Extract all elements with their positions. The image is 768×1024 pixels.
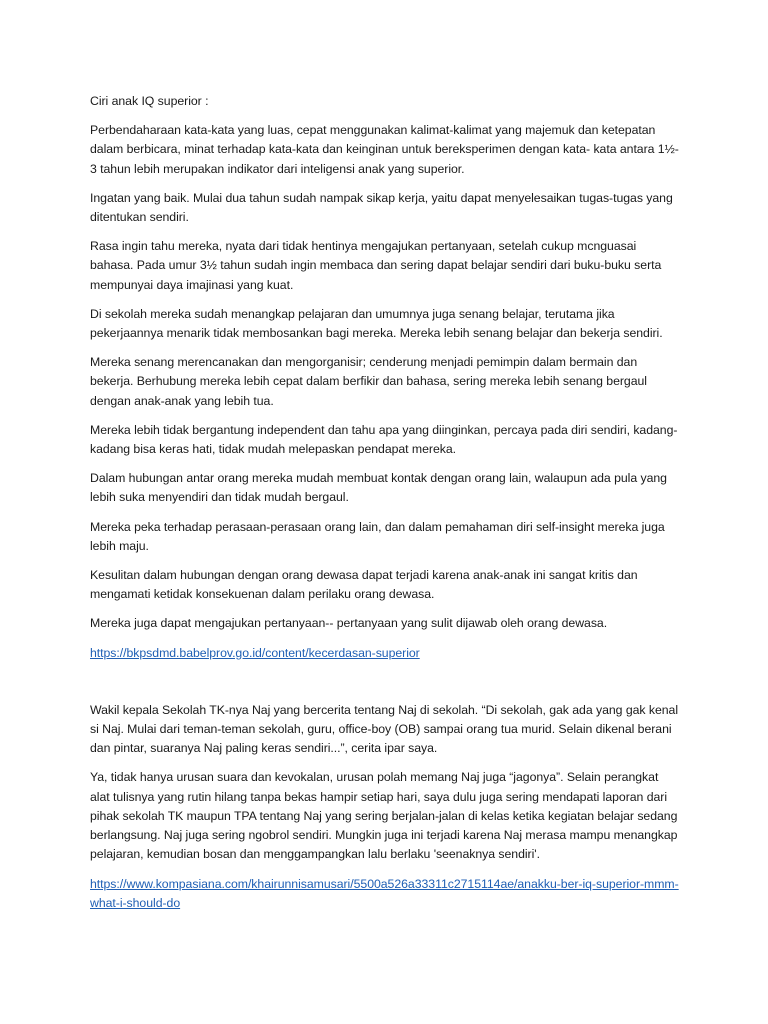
source-link-container-2 [90, 875, 680, 913]
source-link-babelprov[interactable]: https://bkpsdmd.babelprov.go.id/content/kecerdasan-superior [90, 645, 420, 660]
source-link-kompasiana[interactable]: https://www.kompasiana.com/khairunnisamusari/5500a526a33311c2715114ae/anakku-ber-iq-superior-mmm-what-i-should-do [90, 876, 679, 910]
paragraph-adult-relations: Kesulitan dalam hubungan dengan orang dewasa dapat terjadi karena anak-anak ini sangat kritis dan mengamati ketidak konsekuenan dalam perilaku orang dewasa. [90, 568, 638, 602]
paragraph-leadership: Mereka senang merencanakan dan mengorganisir; cenderung menjadi pemimpin dalam bermain dan bekerja. Berhubung mereka lebih cepat dalam berfikir dan bahasa, sering mereka lebih senang bergaul dengan anak-anak yang lebih tua. [90, 355, 647, 408]
paragraph-naj-school: Wakil kepala Sekolah TK-nya Naj yang bercerita tentang Naj di sekolah. “Di sekolah, gak ada yang gak kenal si Naj. Mulai dari teman-teman sekolah, guru, office-boy (OB) sampai orang tua murid. Selain dikenal berani dan pintar, suaranya Naj paling keras sendiri...”, cerita ipar saya. [90, 702, 679, 756]
paragraph-questions: Mereka juga dapat mengajukan pertanyaan-- pertanyaan yang sulit dijawab oleh orang dewasa. [90, 616, 608, 631]
paragraph-memory: Ingatan yang baik. Mulai dua tahun sudah nampak sikap kerja, yaitu dapat menyelesaikan tugas-tugas yang ditentukan sendiri. [90, 190, 673, 225]
paragraph-curiosity: Rasa ingin tahu mereka, nyata dari tidak hentinya mengajukan pertanyaan, setelah cukup mcnguasai bahasa. Pada umur 3½ tahun sudah ingin membaca dan sering dapat belajar sendiri dari buku-buku serta mempunyai daya imajinasi yang kuat. [90, 239, 662, 292]
paragraph-vocabulary: Perbendaharaan kata-kata yang luas, cepat menggunakan kalimat-kalimat yang majemuk dan ketepatan dalam berbicara, minat terhadap kata-kata dan keinginan untuk bereksperimen dengan kata- kata antara 1½- 3 tahun lebih merupakan indikator dari inteligensi anak yang superior. [90, 123, 679, 176]
paragraph-empathy: Mereka peka terhadap perasaan-perasaan orang lain, dan dalam pemahaman diri self-insight mereka juga lebih maju. [90, 519, 665, 553]
paragraph-independence: Mereka lebih tidak bergantung independent dan tahu apa yang diinginkan, percaya pada diri sendiri, kadang-kadang bisa keras hati, tidak mudah melepaskan pendapat mereka. [90, 422, 678, 457]
document-page [90, 92, 680, 923]
source-link-container-1 [90, 644, 680, 663]
section-heading: Ciri anak IQ superior : [90, 94, 209, 108]
paragraph-social: Dalam hubungan antar orang mereka mudah membuat kontak dengan orang lain, walaupun ada pula yang lebih suka menyendiri dan tidak mudah bergaul. [90, 471, 667, 505]
paragraph-school: Di sekolah mereka sudah menangkap pelajaran dan umumnya juga senang belajar, terutama jika pekerjaannya menarik tidak membosankan bagi mereka. Mereka lebih senang belajar dan bekerja sendiri. [90, 306, 663, 341]
section-spacer [90, 673, 680, 701]
paragraph-naj-behavior: Ya, tidak hanya urusan suara dan kevokalan, urusan polah memang Naj juga “jagonya”. Selain perangkat alat tulisnya yang rutin hilang tanpa bekas hampir setiap hari, saya dulu juga sering mendapati laporan dari pihak sekolah TK maupun TPA tentang Naj yang sering berjalan-jalan di kelas ketika kegiatan belajar sedang berlangsung. Naj juga sering ngobrol sendiri. Mungkin juga ini terjadi karena Naj merasa mampu menangkap pelajaran, kemudian bosan dan menggampangkan lalu berlaku 'seenaknya sendiri'. [90, 770, 678, 862]
